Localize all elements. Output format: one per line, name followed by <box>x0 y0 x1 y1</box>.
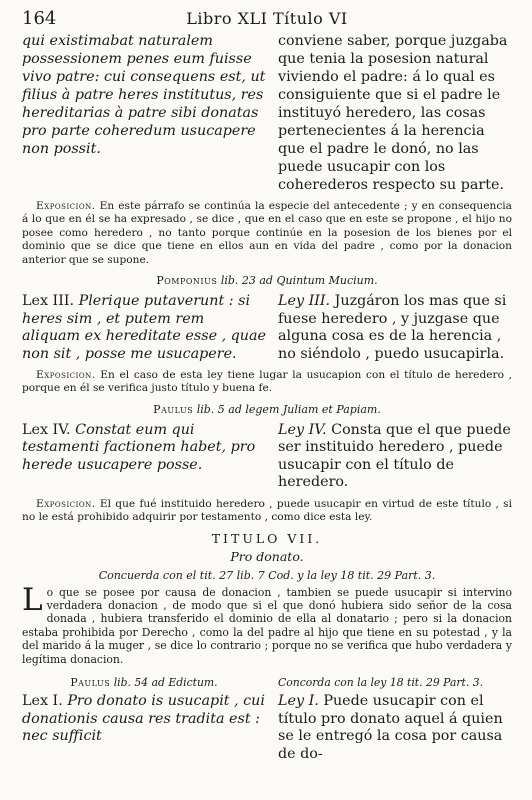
spanish-text-top: conviene saber, porque juzgaba que tenia la posesion natural viviendo el padre: á lo qual es consiguiente que si el padre le instituyó heredero, las cosas pertenecientes á la herencia que el padre le donó, no las puede usucapir con los coherederos respecto su parte. <box>278 33 508 193</box>
lex-3 <box>22 293 512 363</box>
top-columns <box>22 32 512 194</box>
source-ref: lib. 54 ad Edictum. <box>113 676 218 690</box>
exposicion-text: En el caso de esta ley tiene lugar la usucapion con el título de heredero , porque en él se verifica justo título y buena fe. <box>22 369 512 395</box>
lex-label: Lex I. <box>22 693 63 710</box>
lex-latin: Pro donato is usucapit , cui donationis causa res tradita est : nec sufficit <box>22 693 265 745</box>
ley-label: Ley IV. <box>278 421 327 438</box>
lex-1 <box>22 693 512 763</box>
intro-paragraph <box>22 581 512 666</box>
source-ref: lib. 5 ad legem Juliam et Papiam. <box>196 402 381 416</box>
latin-text-top: qui existimabat naturalem possessionem penes eum fuisse vivo patre: cui consequens est, ut filius à patre heres institutus, res hereditarias à patre sibi donatas pro parte coheredum usucapere non possit. <box>22 33 266 157</box>
exposicion-3 <box>22 498 512 525</box>
page-number: 164 <box>22 8 57 29</box>
page <box>22 6 512 763</box>
source-pomponius <box>22 274 512 287</box>
source-author: Paulus <box>153 402 194 416</box>
ley-spanish: Puede usucapir con el título pro donato aquel á quien se le entregó la cosa por causa de do- <box>278 693 503 762</box>
titulo-subtitle: Pro donato. <box>230 548 304 564</box>
lex-label: Lex IV. <box>22 421 71 438</box>
titulo-heading: TITULO VII. <box>211 530 323 546</box>
ley-spanish: Juzgáron los mas que si fuese heredero , y juzgase que alguna cosa es de la herencia , no siéndolo , puedo usucapirla. <box>278 293 507 362</box>
exposicion-text: En este párrafo se continúa la especie del antecedente ; y en consequencia á lo que en él se ha expresado , se dice , que en el caso que en este se propone , el hijo no posee como heredero , no tanto porque continúe en la posesion de los bienes por el dominio que se dice que tiene en ellos aun en vida del padre , como por la donacion anterior que se supone. <box>22 200 512 266</box>
source-paulus-54 <box>22 676 266 689</box>
source-ref: lib. 23 ad Quintum Mucium. <box>220 274 378 288</box>
exposicion-label: Exposicion. <box>36 200 96 212</box>
ley-label: Ley III. <box>278 293 331 310</box>
lex-latin: Constat eum qui testamenti factionem habet, pro herede usucapere posse. <box>22 421 256 473</box>
intro-text: o que se posee por causa de donacion , tambien se puede usucapir si intervino verdadera donacion , de modo que si el que donó hubiera sido señor de la cosa donada , hubiera transferido el dominio de ella al donatario ; pero si la donacion estaba prohibida por Derecho , como la del padre al hijo que tiene en su potestad , y la del marido á la muger , se dice lo contrario ; porque no se verifica que hubo verdadera y legítima donacion. <box>22 585 512 666</box>
exposicion-text: El que fué instituido heredero , puede usucapir en virtud de este título , si no le está prohibido adquirir por testamento , como dice esta ley. <box>22 497 512 524</box>
running-header <box>22 6 512 32</box>
source-concuerda-right: Concorda con la ley 18 tit. 29 Part. 3. <box>278 676 484 690</box>
drop-cap: L <box>22 581 43 618</box>
source-paulus-5 <box>22 403 512 416</box>
source-author: Pomponius <box>156 274 218 288</box>
exposicion-1 <box>22 200 512 267</box>
exposicion-label: Exposicion. <box>36 497 96 510</box>
running-title: Libro XLI Título VI <box>186 9 348 28</box>
source-author: Paulus <box>70 676 111 690</box>
ley-spanish: Consta que el que puede ser instituido heredero , puede usucapir con el título de heredero. <box>278 421 511 491</box>
lex-4 <box>22 422 512 492</box>
exposicion-2 <box>22 369 512 396</box>
lex-label: Lex III. <box>22 293 75 310</box>
ley-label: Ley I. <box>278 693 319 710</box>
concuerda-note: Concuerda con el tit. 27 lib. 7 Cod. y la ley 18 tit. 29 Part. 3. <box>98 568 436 582</box>
exposicion-label: Exposicion. <box>36 369 96 382</box>
lex-latin: Plerique putaverunt : si heres sim , et putem rem aliquam ex hereditate esse , quae non sit , posse me usucapere. <box>22 293 267 362</box>
source-row <box>22 676 512 689</box>
